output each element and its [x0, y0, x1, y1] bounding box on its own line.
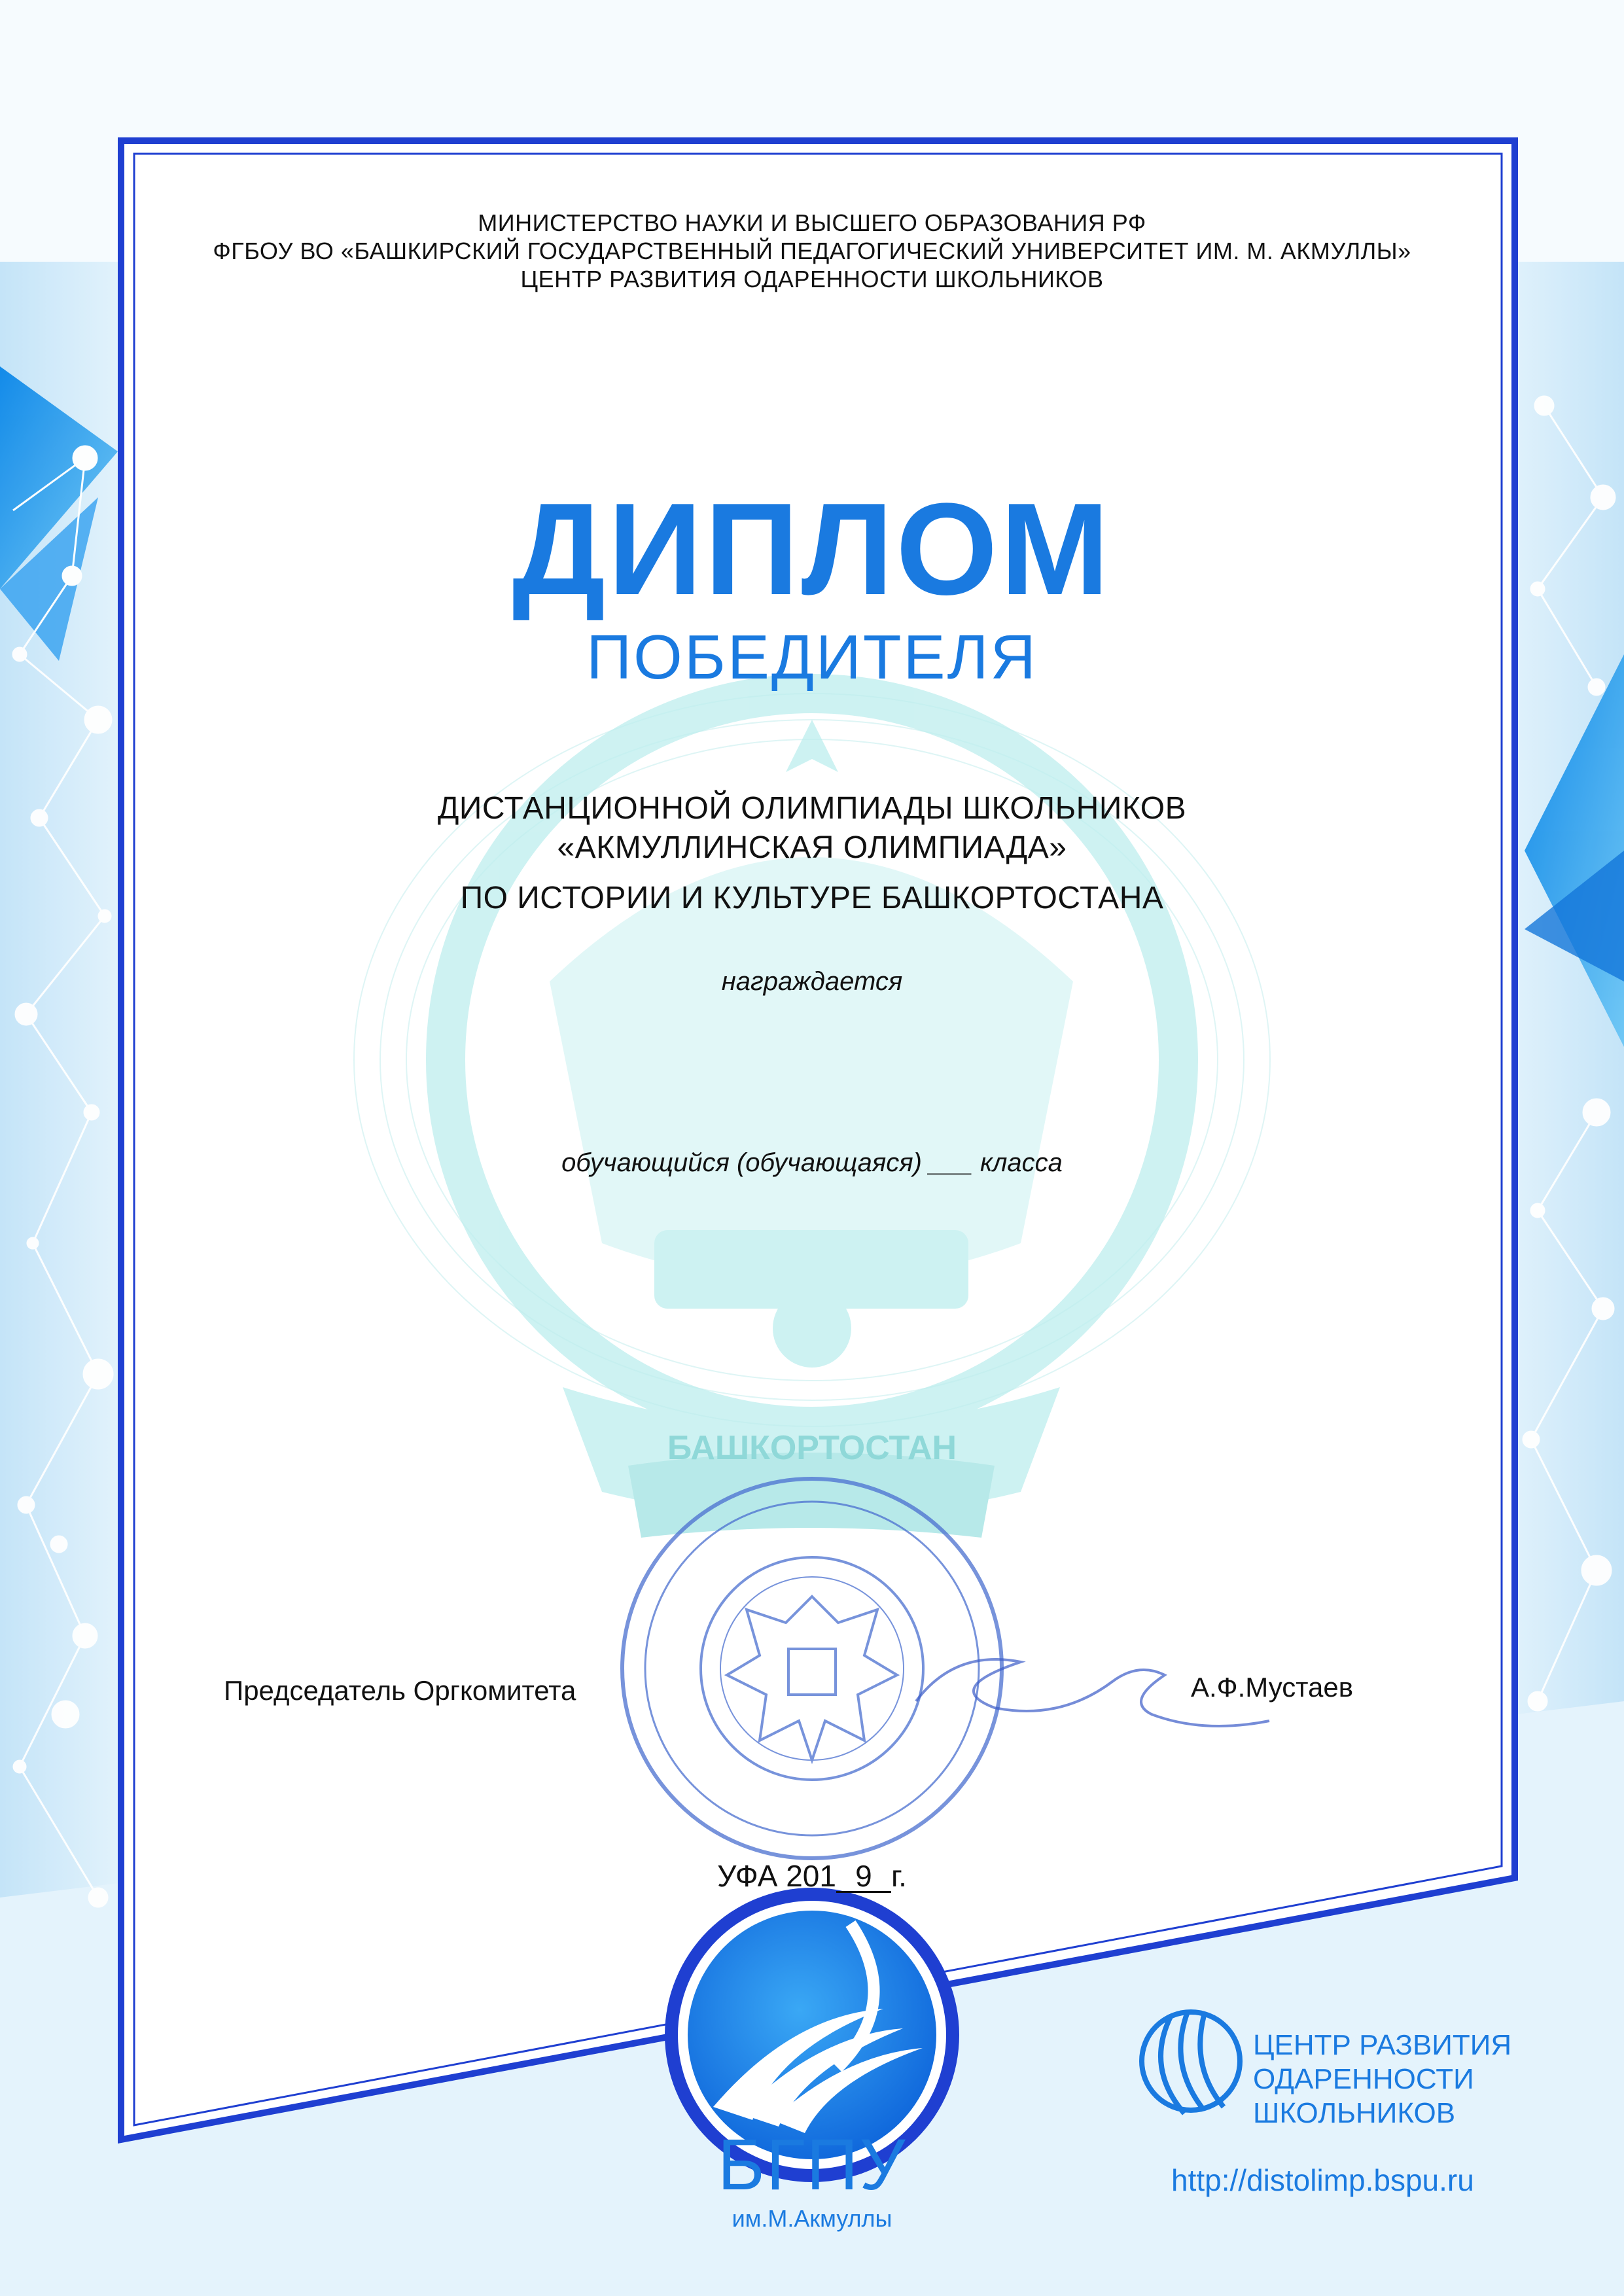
university-line: ФГБОУ ВО «БАШКИРСКИЙ ГОСУДАРСТВЕННЫЙ ПЕДАГОГИЧЕСКИЙ УНИВЕРСИТЕТ ИМ. М. АКМУЛЛЫ» [213, 238, 1411, 264]
website-link[interactable]: http://distolimp.bspu.ru [1171, 2163, 1474, 2197]
center-logo-line-3: ШКОЛЬНИКОВ [1253, 2097, 1456, 2129]
student-grade-line [0, 1148, 1624, 1178]
chairman-label: Председатель Оргкомитета [224, 1675, 576, 1706]
center-line: ЦЕНТР РАЗВИТИЯ ОДАРЕННОСТИ ШКОЛЬНИКОВ [520, 266, 1104, 292]
city-prefix: УФА 201 [717, 1859, 836, 1893]
center-logo-line-1: ЦЕНТР РАЗВИТИЯ [1253, 2029, 1512, 2061]
awarded-label: награждается [721, 967, 903, 996]
olympiad-line-3: ПО ИСТОРИИ И КУЛЬТУРЕ БАШКОРТОСТАНА [460, 881, 1164, 915]
bgpu-logo-name: БГПУ [717, 2125, 907, 2205]
year-digit: 9 [836, 1861, 891, 1893]
olympiad-line-1: ДИСТАНЦИОННОЙ ОЛИМПИАДЫ ШКОЛЬНИКОВ [437, 791, 1187, 826]
diploma-subtitle: ПОБЕДИТЕЛЯ [586, 622, 1038, 692]
student-prefix: обучающийся (обучающаяся) [561, 1148, 922, 1177]
center-logo-text [1253, 2028, 1511, 2130]
student-suffix: класса [980, 1148, 1063, 1177]
ministry-line: МИНИСТЕРСТВО НАУКИ И ВЫСШЕГО ОБРАЗОВАНИЯ РФ [478, 209, 1146, 236]
city-suffix: г. [891, 1859, 907, 1893]
emblem-label: БАШКОРТОСТАН [667, 1429, 957, 1467]
bgpu-logo-sub: им.М.Акмуллы [732, 2205, 892, 2232]
city-year [0, 1858, 1624, 1894]
diploma-title: ДИПЛОМ [512, 476, 1112, 622]
olympiad-line-2: «АКМУЛЛИНСКАЯ ОЛИМПИАДА» [557, 830, 1067, 865]
chairman-name: А.Ф.Мустаев [1191, 1672, 1354, 1703]
grade-blank: ___ [929, 1148, 973, 1177]
center-logo-line-2: ОДАРЕННОСТИ [1253, 2063, 1474, 2095]
